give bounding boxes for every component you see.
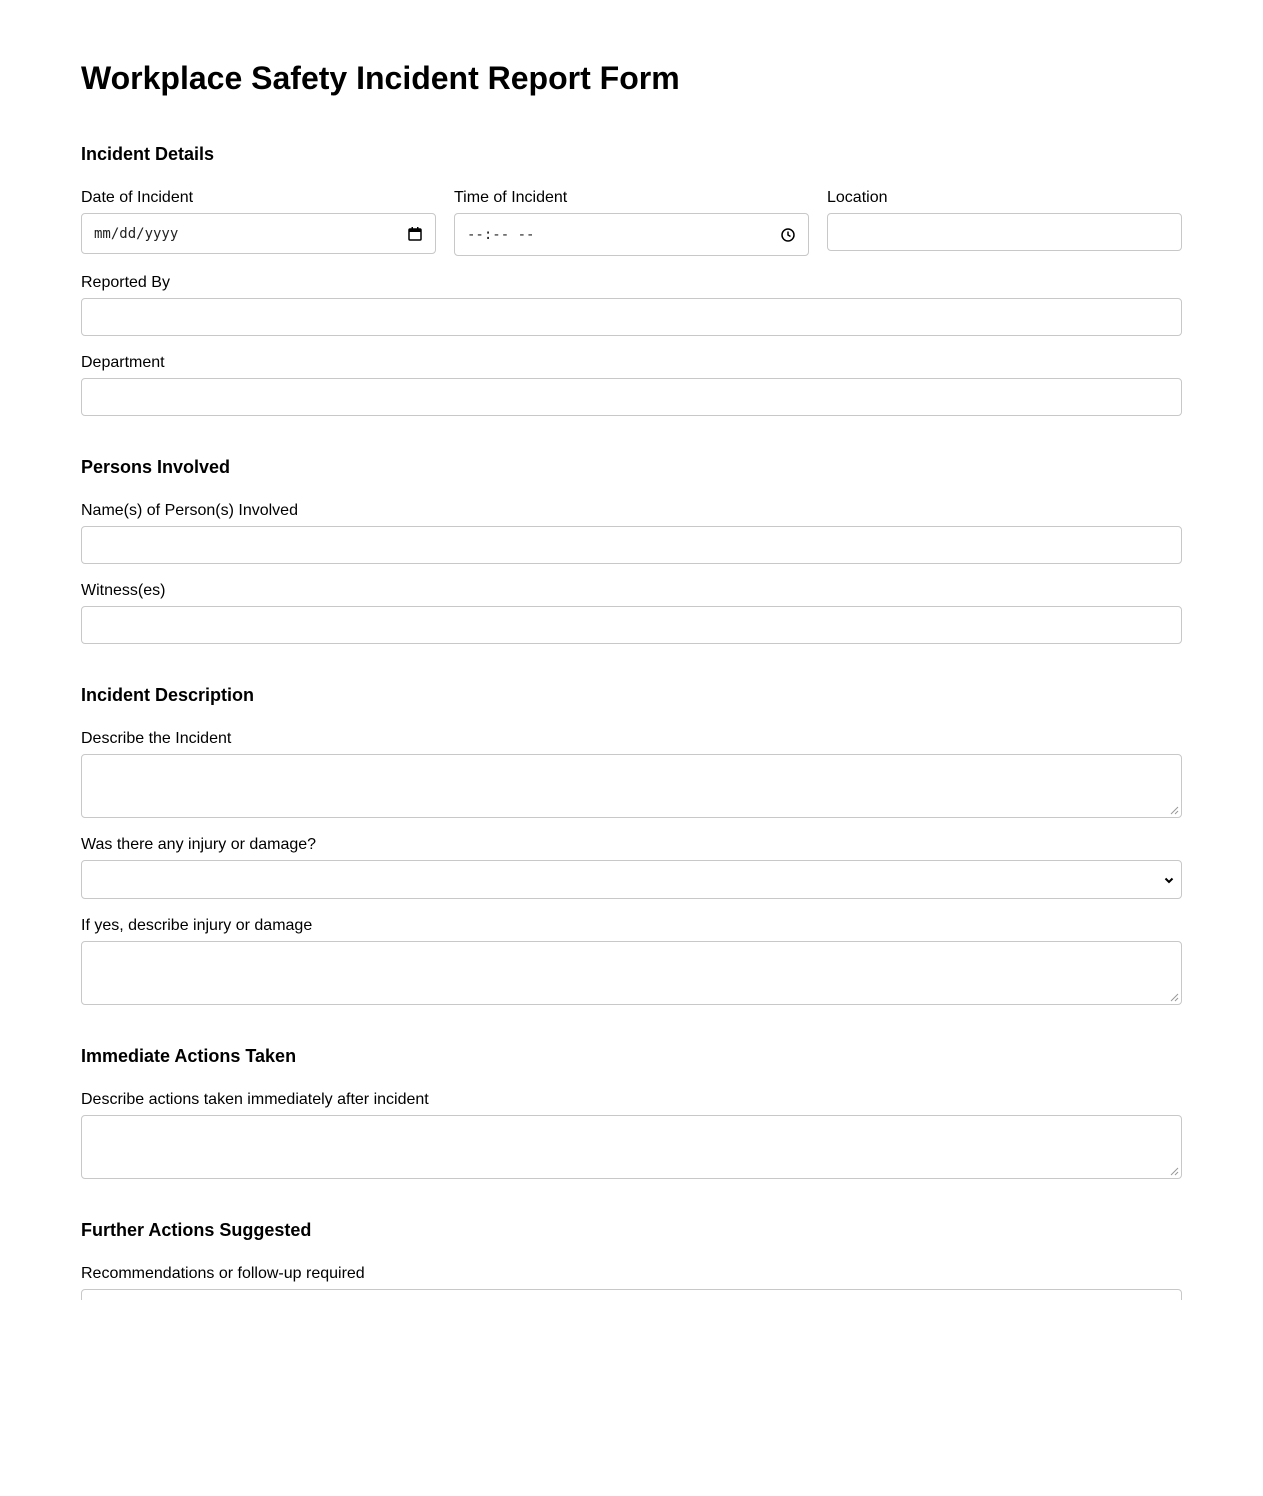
witnesses-label: Witness(es) <box>81 582 166 599</box>
section-title-further-actions: Further Actions Suggested <box>81 1220 312 1240</box>
injury-select[interactable] <box>81 860 1182 899</box>
page-title: Workplace Safety Incident Report Form <box>81 60 680 96</box>
location-label: Location <box>827 189 888 206</box>
date-input[interactable] <box>81 213 436 254</box>
reported-by-label: Reported By <box>81 274 170 291</box>
section-title-persons-involved: Persons Involved <box>81 457 231 477</box>
resize-grip-icon[interactable] <box>1170 806 1179 815</box>
time-input[interactable] <box>454 213 809 256</box>
injury-describe-label: If yes, describe injury or damage <box>81 917 313 934</box>
incident-report-form <box>81 0 1182 1300</box>
witnesses-input[interactable] <box>81 606 1182 644</box>
names-input[interactable] <box>81 526 1182 564</box>
department-label: Department <box>81 354 165 371</box>
resize-grip-icon[interactable] <box>1170 993 1179 1002</box>
clock-icon[interactable] <box>780 227 796 243</box>
recommendations-label: Recommendations or follow-up required <box>81 1265 365 1282</box>
reported-by-input[interactable] <box>81 298 1182 336</box>
injury-describe-textarea[interactable] <box>81 941 1182 1005</box>
time-placeholder: --:-- -- <box>467 226 535 243</box>
actions-textarea[interactable] <box>81 1115 1182 1179</box>
recommendations-textarea[interactable] <box>81 1289 1182 1300</box>
date-label: Date of Incident <box>81 189 194 206</box>
section-title-incident-details: Incident Details <box>81 144 215 164</box>
describe-incident-label: Describe the Incident <box>81 730 232 747</box>
date-placeholder: mm/dd/yyyy <box>94 225 179 242</box>
describe-incident-textarea[interactable] <box>81 754 1182 818</box>
location-input[interactable] <box>827 213 1182 251</box>
resize-grip-icon[interactable] <box>1170 1167 1179 1176</box>
section-title-incident-description: Incident Description <box>81 685 255 705</box>
names-label: Name(s) of Person(s) Involved <box>81 502 298 519</box>
department-input[interactable] <box>81 378 1182 416</box>
time-label: Time of Incident <box>454 189 568 206</box>
section-title-immediate-actions: Immediate Actions Taken <box>81 1046 297 1066</box>
injury-question-label: Was there any injury or damage? <box>81 836 317 853</box>
actions-label: Describe actions taken immediately after incident <box>81 1091 429 1108</box>
chevron-down-icon[interactable] <box>1163 874 1175 886</box>
calendar-icon[interactable] <box>407 226 423 242</box>
